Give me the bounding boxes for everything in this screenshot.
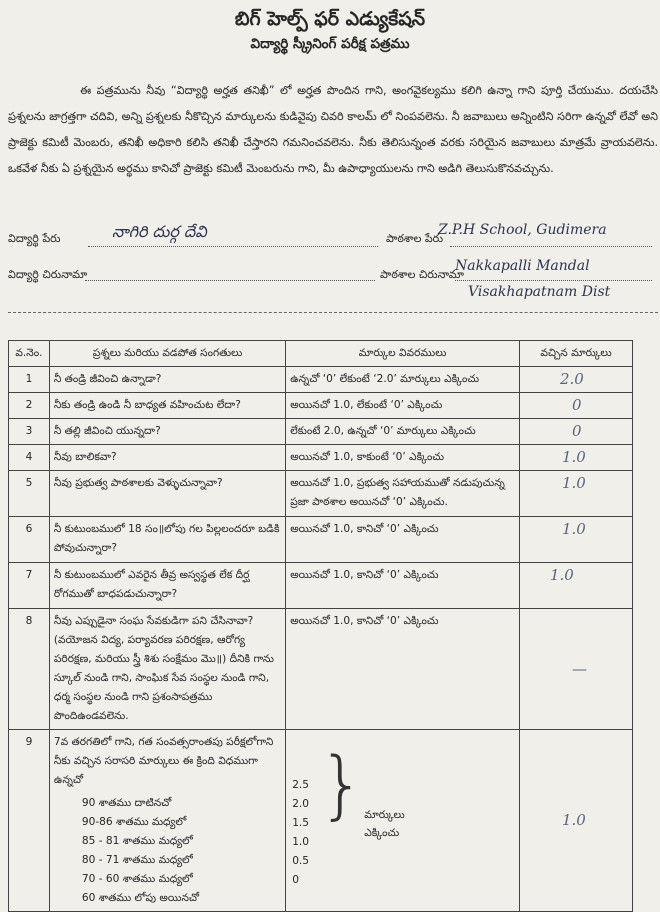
grade-value: 1.0: [292, 836, 310, 848]
row-mark: 1.0: [520, 445, 633, 471]
row-detail: అయినచో 1.0, కానిచో ‘0’ ఎక్కించు: [286, 609, 520, 730]
table-header-row: [9, 341, 633, 367]
grade-instruction: మార్కులు ఎక్కించు: [364, 809, 405, 839]
row-number: 6: [9, 517, 50, 563]
row-question: నీవు ఎప్పుడైనా సంఘ సేవకుడిగా పని చేసినావా? (వయోజన విద్య, పర్యావరణ పరిరక్షణ, ఆరోగ్య పరిరక్షణ, మరియు స్త్రీ శిశు సంక్షేమం మొ॥) దీనికి గాను స్కూల్ నుండి గాని, సాంఘిక సేవ సంస్థల నుండి గాని, ధర్మ సంస్థల నుండి గాని ప్రశంసాపత్రము పొందిఉండవలెను.: [49, 609, 285, 730]
student-name-line: [88, 246, 378, 247]
row-question: 7వ తరగతిలో గాని, గత సంవత్సరాంతపు పరీక్షలోగాని నీకు వచ్చిన సరాసరి మార్కులు ఈ క్రింది విధముగా ఉన్నచో: [53, 736, 274, 786]
grade-value: 0: [292, 874, 299, 886]
row-question: నీ కుటుంబములో ఎవరైన తీవ్ర అస్వస్థత లేక దీర్ఘ రోగముతో బాధపడుచున్నారా?: [49, 563, 285, 609]
table-row: [9, 393, 633, 419]
grade-range: 70 - 60 శాతము మధ్యలో: [81, 873, 193, 885]
student-name-value: నాగిరి దుర్గ దేవి: [112, 222, 207, 241]
table-row: [9, 445, 633, 471]
row-question: నీ కుటుంబములో 18 సం॥లోపు గల పిల్లలందరూ బడికి పోవుచున్నారా?: [49, 517, 285, 563]
table-row: [9, 563, 633, 609]
row-number: 7: [9, 563, 50, 609]
row-question: నీకు తండ్రి ఉండి నీ బాధ్యత వహించుట లేదా?: [49, 393, 285, 419]
row-number: 2: [9, 393, 50, 419]
grade-value: 1.5: [292, 817, 310, 829]
row-question: నీవు బాలికవా?: [49, 445, 285, 471]
student-address-label: విద్యార్థి చిరునామా: [8, 268, 88, 281]
form-title: విద్యార్థి స్క్రీనింగ్ పరీక్ష పత్రము: [250, 36, 410, 52]
school-name-line: [450, 246, 652, 247]
header-marks-detail: మార్కుల వివరములు: [286, 341, 520, 367]
grade-range: 90 శాతము దాటినచో: [81, 797, 172, 809]
grade-value: 2.5: [292, 779, 310, 791]
header-question: ప్రశ్నలు మరియు వడపోత సంగతులు: [49, 341, 285, 367]
row-detail: లేకుంటే 2.0, ఉన్నచో ‘0’ మార్కులు ఎక్కించు: [286, 419, 520, 445]
row-mark: 1.0: [520, 730, 633, 912]
grade-range: 60 శాతము లోపు అయినచో: [81, 892, 200, 904]
row-question: నీ తండ్రి జీవించి ఉన్నాడా?: [49, 367, 285, 393]
row-question: నీవు ప్రభుత్వ పాఠశాలకు వెళ్ళుచున్నావా?: [49, 471, 285, 517]
row-detail: ఉన్నచో ‘0’ లేకుంటే ‘2.0’ మార్కులు ఎక్కించు: [286, 367, 520, 393]
row-question: నీ తల్లి జీవించి యున్నదా?: [49, 419, 285, 445]
row-detail: అయినచో 1.0, కానిచో ‘0’ ఎక్కించు: [286, 517, 520, 563]
row-detail: అయినచో 1.0, కాకుంటే ‘0’ ఎక్కించు: [286, 445, 520, 471]
row-mark: 1.0: [520, 563, 633, 609]
row-question-cell: [49, 730, 285, 912]
row-detail: అయినచో 1.0, ప్రభుత్వ సహాయముతో నడుపుచున్న ప్రజా పాఠశాల అయినచో ‘0’ ఎక్కించు.: [286, 471, 520, 517]
row-number: 9: [9, 730, 50, 912]
grade-value: 0.5: [292, 855, 310, 867]
school-address-value-2: Visakhapatnam Dist: [468, 284, 611, 300]
school-address-line: [455, 280, 652, 281]
row-number: 4: [9, 445, 50, 471]
student-name-label: విద్యార్థి పేరు: [8, 232, 61, 245]
divider-line: [8, 312, 658, 313]
org-title: బిగ్ హెల్ప్ ఫర్ ఎడ్యుకేషన్: [234, 8, 426, 30]
questions-table: [8, 340, 633, 912]
row-number: 5: [9, 471, 50, 517]
row-mark: 2.0: [520, 367, 633, 393]
table-row: [9, 419, 633, 445]
table-row: [9, 367, 633, 393]
row-detail-cell: [286, 730, 520, 912]
table-row: [9, 609, 633, 730]
row-mark: —: [520, 609, 633, 730]
row-detail: అయినచో 1.0, కానిచో ‘0’ ఎక్కించు: [286, 563, 520, 609]
row-mark: 0: [520, 419, 633, 445]
row-number: 8: [9, 609, 50, 730]
school-name-value: Z.P.H School, Gudimera: [438, 222, 607, 238]
school-address-label: పాఠశాల చిరునామా: [380, 268, 464, 281]
row-number: 3: [9, 419, 50, 445]
header-marks-obtained: వచ్చిన మార్కులు: [520, 341, 633, 367]
school-address-value-1: Nakkapalli Mandal: [455, 258, 590, 274]
grade-range: 90-86 శాతము మధ్యలో: [81, 816, 187, 828]
grade-range: 80 - 71 శాతము మధ్యలో: [81, 854, 193, 866]
grade-values: [292, 776, 309, 890]
table-row: [9, 517, 633, 563]
student-address-line: [85, 280, 375, 281]
grade-range: 85 - 81 శాతము మధ్యలో: [81, 835, 193, 847]
row-mark: 1.0: [520, 517, 633, 563]
row-detail: అయినచో 1.0, లేకుంటే ‘0’ ఎక్కించు: [286, 393, 520, 419]
grade-brace: }: [318, 742, 366, 828]
table-row: [9, 730, 633, 912]
row-mark: 1.0: [520, 471, 633, 517]
row-mark: 0: [520, 393, 633, 419]
grade-ranges: [54, 794, 281, 908]
grade-value: 2.0: [292, 798, 310, 810]
intro-paragraph: ఈ పత్రమును నీవు “విద్యార్థి అర్హత తనిఖీ” లో అర్హత పొందిన గాని, అంగవైకల్యము కలిగి ఉన్నా గాని పూర్తి చేయుము. దయచేసి ప్రశ్నలను జాగ్రత్తగా చదివి, అన్ని ప్రశ్నలకు నీకొచ్చిన మార్కులను కుడివైపు చివరి కాలమ్ లో నింపవలెను. నీ జవాబులు అన్నింటిని సరిగా ఉన్నవో లేవో అని ప్రాజెక్టు కమిటీ మెంబరు, తనిఖీ అధికారి కలిసి తనిఖీ చేస్తారని గమనించవలెను. నీకు తెలిసున్నంత వరకు సరియైన జవాబులు మాత్రమే వ్రాయవలెను. ఒకవేళ నీకు ఏ ప్రశ్నయైన అర్థము కానిచో ప్రాజెక్టు కమిటీ మెంబరును గాని, మీ ఉపాధ్యాయులను గాని అడిగి తెలుసుకొనవచ్చును.: [8, 84, 658, 175]
row-number: 1: [9, 367, 50, 393]
school-name-label: పాఠశాల పేరు: [386, 232, 444, 245]
header-no: వ.నెం.: [9, 341, 50, 367]
table-row: [9, 471, 633, 517]
